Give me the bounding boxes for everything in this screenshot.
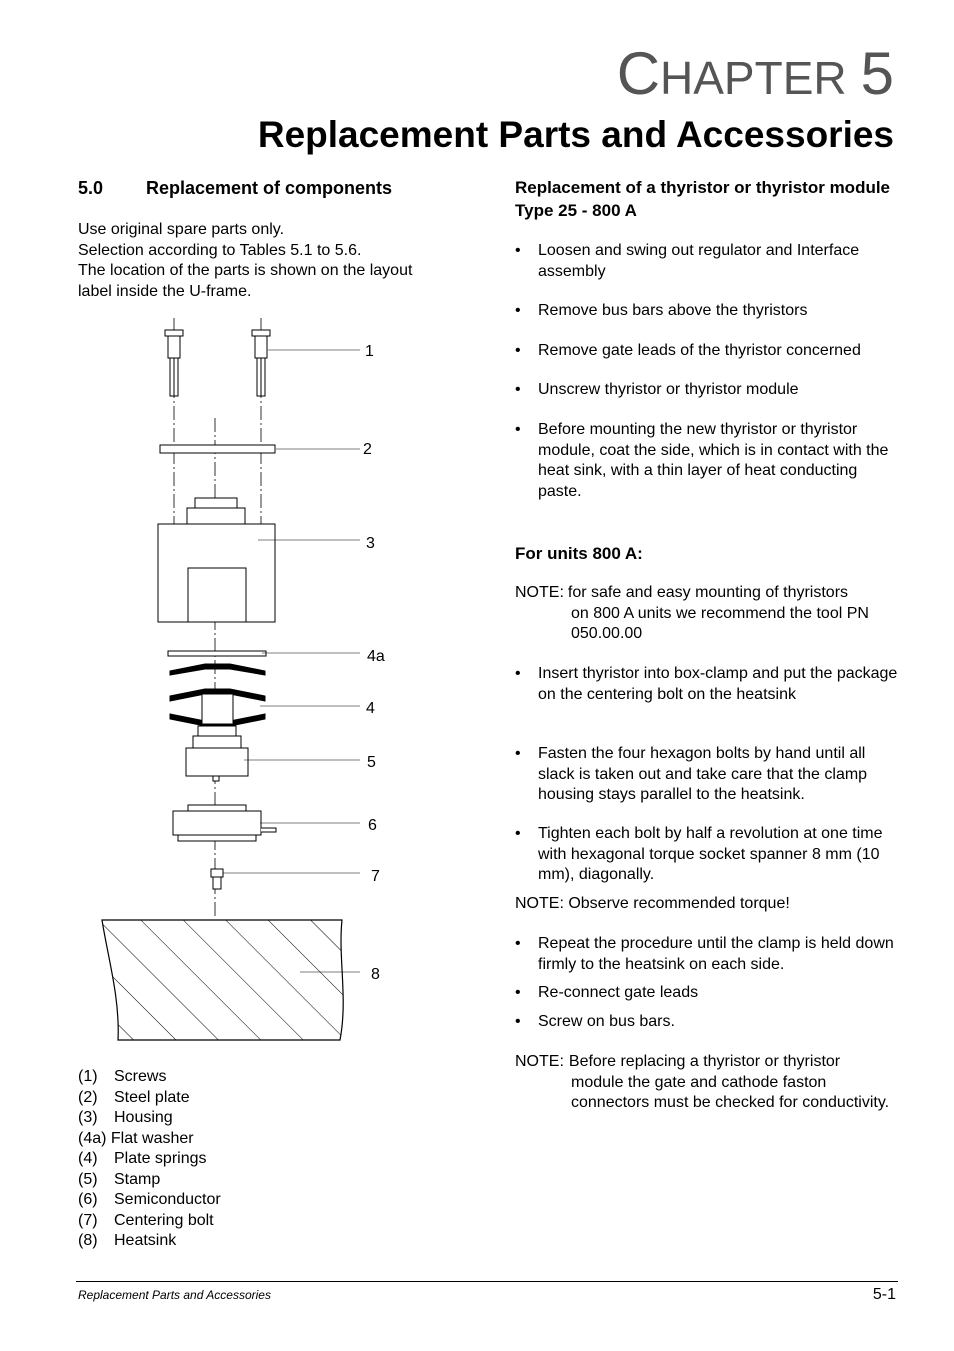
parts-legend	[78, 1067, 221, 1252]
diagram-label-4a: 4a	[367, 648, 385, 665]
thyristor-heading: Replacement of a thyristor or thyristor module Type 25 - 800 A	[515, 178, 891, 220]
note-faston: NOTE: Before replacing a thyristor or thyristor module the gate and cathode faston connectors must be checked for conductivity.	[515, 1053, 890, 1111]
section-title: Replacement of components	[146, 178, 393, 198]
intro-line: Selection according to Tables 5.1 to 5.6.	[78, 241, 362, 259]
chapter-label	[616, 40, 894, 107]
diagram-label-3: 3	[366, 535, 375, 552]
legend-item: (8) Heatsink	[78, 1232, 177, 1249]
list-item: • Fasten the four hexagon bolts by hand until all slack is taken out and take care that the clamp housing stays parallel to the heatsink.	[515, 745, 868, 803]
chapter-number: 5	[860, 40, 894, 107]
list-item: • Remove gate leads of the thyristor concerned	[515, 342, 861, 359]
note-tool: NOTE: for safe and easy mounting of thyristors on 800 A units we recommend the tool PN 050.00.00	[515, 584, 869, 642]
legend-item: (1) Screws	[78, 1068, 167, 1085]
section-number: 5.0	[78, 178, 104, 198]
diagram-label-1: 1	[365, 343, 374, 360]
legend-item: (2) Steel plate	[78, 1088, 190, 1106]
heatsink	[102, 920, 343, 1040]
legend-item: (4a) Flat washer	[78, 1129, 194, 1147]
page-number: 5-1	[872, 1286, 896, 1303]
stamp	[186, 726, 248, 781]
diagram-label-7: 7	[371, 868, 380, 885]
footer-rule	[76, 1281, 898, 1282]
section-heading	[78, 178, 392, 199]
list-item: • Loosen and swing out regulator and Interface assembly	[515, 242, 860, 280]
list-item: • Insert thyristor into box-clamp and put the package on the centering bolt on the heatsink	[515, 665, 898, 703]
screw-left	[165, 330, 183, 396]
note-label: NOTE:	[515, 584, 564, 601]
list-item: • Repeat the procedure until the clamp is held down firmly to the heatsink on each side.	[515, 935, 894, 973]
intro-line: label inside the U-frame.	[78, 282, 252, 300]
screw-right	[252, 330, 270, 396]
intro-line: The location of the parts is shown on the layout	[78, 262, 413, 279]
footer-title: Replacement Parts and Accessories	[78, 1288, 271, 1302]
note-torque: NOTE: Observe recommended torque!	[515, 895, 790, 912]
list-item: • Screw on bus bars.	[515, 1013, 675, 1030]
centering-bolt	[211, 869, 223, 889]
legend-item: (4) Plate springs	[78, 1150, 207, 1167]
diagram-label-2: 2	[363, 441, 372, 458]
legend-item: (3) Housing	[78, 1109, 173, 1126]
note-label: NOTE:	[515, 1053, 564, 1070]
flat-washer	[168, 651, 266, 656]
diagram-label-4: 4	[366, 700, 375, 717]
diagram-label-5: 5	[367, 754, 376, 771]
housing	[158, 498, 275, 622]
legend-item: (7) Centering bolt	[78, 1211, 214, 1229]
list-item: • Re-connect gate leads	[515, 984, 699, 1001]
diagram-label-8: 8	[371, 966, 380, 983]
diagram-label-6: 6	[368, 817, 377, 834]
steel-plate	[160, 445, 275, 453]
chapter-word: HAPTER	[660, 52, 847, 104]
intro-line: Use original spare parts only.	[78, 221, 285, 238]
units-800a-heading: For units 800 A:	[515, 544, 643, 563]
chapter-initial: C	[616, 40, 661, 107]
list-item: • Tighten each bolt by half a revolution at one time with hexagonal torque socket spanner 8 mm (10 mm), diagonally.	[515, 825, 883, 883]
intro-text	[78, 220, 412, 302]
list-item: • Before mounting the new thyristor or thyristor module, coat the side, which is in contact with the heat sink, with a thin layer of heat conducting paste.	[515, 421, 889, 500]
list-item: • Unscrew thyristor or thyristor module	[515, 381, 799, 398]
legend-item: (5) Stamp	[78, 1170, 161, 1188]
exploded-assembly-diagram	[90, 318, 410, 1058]
page-title: Replacement Parts and Accessories	[257, 114, 894, 155]
legend-item: (6) Semiconductor	[78, 1191, 221, 1208]
list-item: • Remove bus bars above the thyristors	[515, 302, 808, 319]
